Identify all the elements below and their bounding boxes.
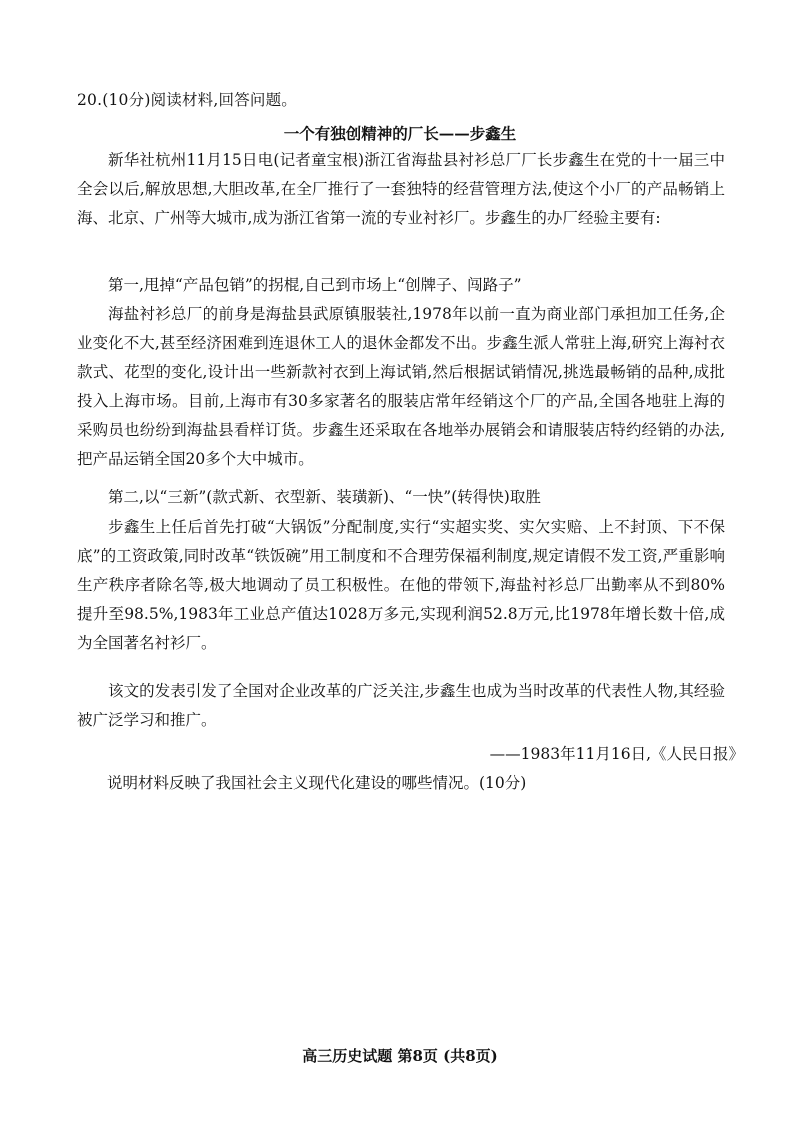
section2-heading: 第二,以“三新”(款式新、衣型新、装璜新)、“一快”(转得快)取胜: [108, 488, 541, 506]
question-number-line: 20.(10分)阅读材料,回答问题。: [77, 91, 297, 109]
section1-heading: 第一,甩掉“产品包销”的拐棍,自己到市场上“创牌子、闯路子”: [108, 276, 522, 294]
article-title: 一个有独创精神的厂长——步鑫生: [283, 124, 517, 143]
article-intro-paragraph: 新华社杭州11月15日电(记者童宝根)浙江省海盐县衬衫总厂厂长步鑫生在党的十一届三中全会以后,解放思想,大胆改革,在全厂推行了一套独特的经营管理方法,使这个小厂的产品畅销上海、北京、广州等大城市,成为浙江省第一流的专业衬衫厂。步鑫生的办厂经验主要有:: [77, 151, 725, 227]
section1-body: 海盐衬衫总厂的前身是海盐县武原镇服装社,1978年以前一直为商业部门承担加工任务,企业变化不大,甚至经济困难到连退休工人的退休金都发不出。步鑫生派人常驻上海,研究上海衬衣款式、花型的变化,设计出一些新款衬衣到上海试销,然后根据试销情况,挑选最畅销的品种,成批投入上海市场。目前,上海市有30多家著名的服装店常年经销这个厂的产品,全国各地驻上海的采购员也纷纷到海盐县看样订货。步鑫生还采取在各地举办展销会和请服装店特约经销的办法,把产品运销全国20多个大中城市。: [77, 305, 725, 468]
page-footer: 高三历史试题 第8页 (共8页): [302, 1047, 498, 1065]
article-source: ——1983年11月16日,《人民日报》: [489, 745, 744, 763]
question-prompt: 说明材料反映了我国社会主义现代化建设的哪些情况。(10分): [107, 774, 527, 792]
article-conclusion: 该文的发表引发了全国对企业改革的广泛关注,步鑫生也成为当时改革的代表性人物,其经验被广泛学习和推广。: [77, 682, 725, 729]
section2-body: 步鑫生上任后首先打破“大锅饭”分配制度,实行“实超实奖、实欠实赔、上不封顶、下不保底”的工资政策,同时改革“铁饭碗”用工制度和不合理劳保福利制度,规定请假不发工资,严重影响生产秩序者除名等,极大地调动了员工积极性。在他的带领下,海盐衬衫总厂出勤率从不到80%提升至98.5%,1983年工业总产值达1028万多元,实现利润52.8万元,比1978年增长数十倍,成为全国著名衬衫厂。: [77, 518, 725, 652]
